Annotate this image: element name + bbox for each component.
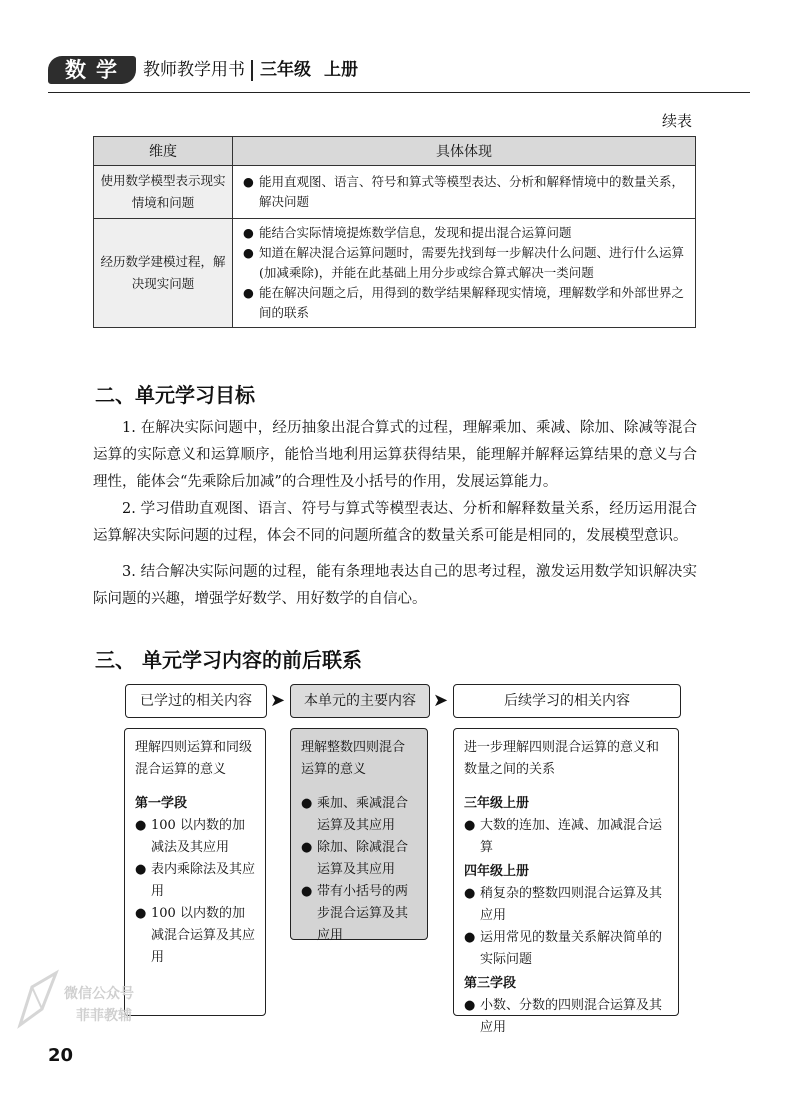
bullet-icon: ● xyxy=(243,285,254,300)
bullet-text: 能用直观图、语言、符号和算式等模型表达、分析和解释情境中的数量关系，解决问题 xyxy=(259,174,685,209)
page-number: 20 xyxy=(48,1045,74,1066)
bullet-item xyxy=(464,995,668,1039)
book-title: 教师教学用书 xyxy=(143,60,245,80)
bullet-text: 除加、除减混合运算及其应用 xyxy=(317,840,409,877)
current-content-column xyxy=(290,728,428,943)
flow-box-prior: 已学过的相关内容 xyxy=(125,684,267,718)
bullet-icon: ● xyxy=(464,998,476,1013)
bullet-icon: ● xyxy=(301,796,313,811)
table-header-dimension: 维度 xyxy=(94,137,233,166)
bullet-icon: ● xyxy=(464,886,476,901)
flow-box-current: 本单元的主要内容 xyxy=(290,684,430,718)
dimension-cell: 使用数学模型表示现实情境和问题 xyxy=(94,166,233,219)
bullet-item xyxy=(243,223,687,243)
grade-label: 三年级 xyxy=(260,60,311,80)
table-header-detail: 具体体现 xyxy=(233,137,696,166)
bullet-text: 大数的连加、连减、加减混合运算 xyxy=(480,818,663,855)
bullet-icon: ● xyxy=(464,818,476,833)
bullet-text: 稍复杂的整数四则混合运算及其应用 xyxy=(480,886,663,923)
volume-label: 上册 xyxy=(324,60,358,80)
stage-label: 四年级上册 xyxy=(464,864,530,879)
column-intro: 进一步理解四则混合运算的意义和数量之间的关系 xyxy=(464,740,660,777)
table-row xyxy=(94,219,696,328)
objective-paragraph-1: 1. 在解决实际问题中，经历抽象出混合算式的过程，理解乘加、乘减、除加、除减等混合运算的实际意义和运算顺序，能恰当地利用运算获得结果，能理解并解释运算结果的意义与合理性，能体会“先乘除后加减”的合理性及小括号的作用，发展运算能力。 xyxy=(93,420,697,490)
bullet-item xyxy=(243,172,687,212)
header-divider xyxy=(251,60,253,81)
section-2-title: 二、单元学习目标 xyxy=(95,383,255,407)
bullet-icon: ● xyxy=(243,174,254,189)
bullet-item xyxy=(243,243,687,283)
bullet-item xyxy=(301,881,417,947)
stage-label: 三年级上册 xyxy=(464,796,530,811)
bullet-icon: ● xyxy=(135,862,147,877)
bullet-icon: ● xyxy=(301,884,313,899)
continued-label: 续表 xyxy=(661,112,692,130)
watermark-line: 微信公众号 xyxy=(64,986,134,1002)
stage-label: 第一学段 xyxy=(135,796,188,811)
bullet-item xyxy=(464,927,668,971)
dimension-cell: 经历数学建模过程，解决现实问题 xyxy=(94,219,233,328)
bullet-item xyxy=(464,883,668,927)
detail-cell xyxy=(233,219,696,328)
table-row xyxy=(94,166,696,219)
table-header-row xyxy=(94,137,696,166)
bullet-icon: ● xyxy=(135,906,147,921)
objective-paragraph-2: 2. 学习借助直观图、语言、符号与算式等模型表达、分析和解释数量关系，经历运用混合运算解决实际问题的过程，体会不同的问题所蕴含的数量关系可能是相同的，发展模型意识。 xyxy=(93,501,697,544)
bullet-icon: ● xyxy=(301,840,313,855)
bullet-item xyxy=(301,837,417,881)
pencil-watermark-icon xyxy=(12,965,72,1035)
bullet-item xyxy=(464,815,668,859)
bullet-item xyxy=(243,283,687,323)
bullet-item xyxy=(301,793,417,837)
section-3-title: 三、 单元学习内容的前后联系 xyxy=(95,648,362,672)
flow-box-next: 后续学习的相关内容 xyxy=(453,684,681,718)
bullet-text: 小数、分数的四则混合运算及其应用 xyxy=(480,998,663,1035)
flow-arrow-icon: ➤ xyxy=(270,690,286,711)
watermark-text xyxy=(64,983,134,1027)
subject-logo: 数学 xyxy=(48,56,136,84)
running-header xyxy=(48,52,750,93)
bullet-text: 100 以内数的加减法及其应用 xyxy=(151,818,245,855)
bullet-text: 100 以内数的加减混合运算及其应用 xyxy=(151,906,256,965)
bullet-item xyxy=(135,815,255,859)
bullet-text: 能在解决问题之后，用得到的数学结果解释现实情境，理解数学和外部世界之间的联系 xyxy=(259,285,685,320)
bullet-icon: ● xyxy=(464,930,476,945)
bullet-icon: ● xyxy=(135,818,147,833)
next-content-column xyxy=(453,728,679,1035)
bullet-text: 运用常见的数量关系解决简单的实际问题 xyxy=(480,930,663,967)
column-intro: 理解整数四则混合运算的意义 xyxy=(301,740,406,777)
bullet-icon: ● xyxy=(243,245,254,260)
bullet-text: 表内乘除法及其应用 xyxy=(151,862,256,899)
stage-label: 第三学段 xyxy=(464,976,517,991)
detail-cell xyxy=(233,166,696,219)
bullet-text: 乘加、乘减混合运算及其应用 xyxy=(317,796,409,833)
bullet-item xyxy=(135,859,255,903)
flow-arrow-icon: ➤ xyxy=(433,690,449,711)
bullet-icon: ● xyxy=(243,225,254,240)
column-intro: 理解四则运算和同级混合运算的意义 xyxy=(135,740,253,777)
bullet-text: 带有小括号的两步混合运算及其应用 xyxy=(317,884,409,943)
bullet-text: 知道在解决混合运算问题时，需要先找到每一步解决什么问题、进行什么运算(加减乘除)，并能在此基础上用分步或综合算式解决一类问题 xyxy=(259,245,685,280)
bullet-text: 能结合实际情境提炼数学信息，发现和提出混合运算问题 xyxy=(259,225,572,240)
objective-paragraph-3: 3. 结合解决实际问题的过程，能有条理地表达自己的思考过程，激发运用数学知识解决实际问题的兴趣，增强学好数学、用好数学的自信心。 xyxy=(93,564,697,607)
bullet-item xyxy=(135,903,255,969)
watermark-line: 菲菲教辅 xyxy=(76,1008,132,1024)
watermark xyxy=(12,965,162,1045)
dimension-table xyxy=(93,136,696,328)
